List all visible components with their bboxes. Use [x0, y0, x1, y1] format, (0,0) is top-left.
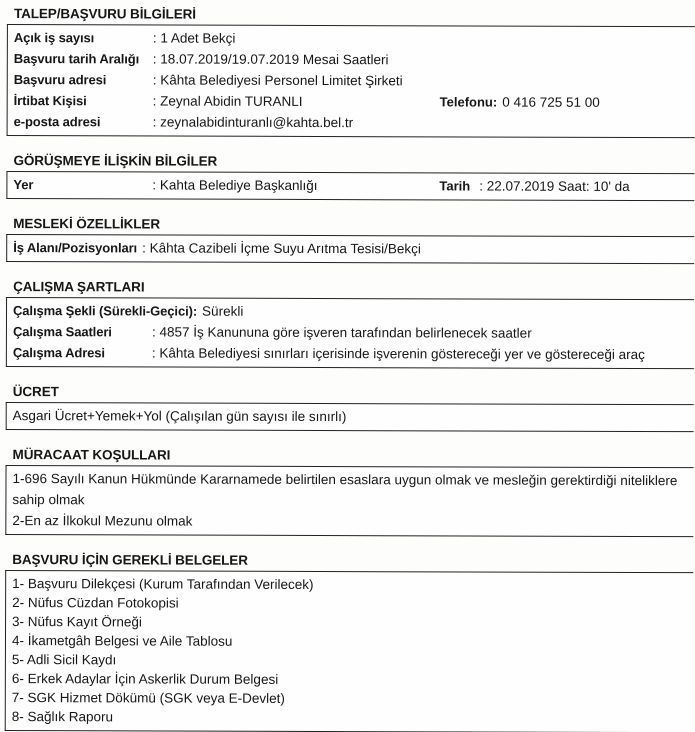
- talep-box: [7, 24, 695, 138]
- basvuru-tarih-label: Başvuru tarih Aralığı: [13, 51, 140, 67]
- belge-item-5: 5- Adli Sicil Kaydı: [11, 652, 117, 668]
- yer-label: Yer: [13, 177, 34, 193]
- is-alani-value: : Kâhta Cazibeli İçme Suyu Arıtma Tesisi/Bekçi: [142, 240, 421, 257]
- eposta-value: : zeynalabidinturanlı@kahta.bel.tr: [152, 114, 354, 131]
- section-belgeler: [0, 551, 693, 732]
- field-row-calisma-adresi: [13, 342, 686, 365]
- section-title-ucret: ÜCRET: [12, 384, 59, 400]
- gorusme-box: [6, 171, 694, 201]
- field-row-calisma-sekli: [13, 300, 686, 323]
- section-title-belgeler: BAŞVURU İÇİN GEREKLİ BELGELER: [12, 552, 248, 568]
- section-title-mesleki: MESLEKİ ÖZELLİKLER: [13, 216, 161, 232]
- section-title-gorusme: GÖRÜŞMEYE İLİŞKİN BİLGİLER: [13, 153, 218, 169]
- tarih-value: : 22.07.2019 Saat: 10' da: [479, 178, 630, 194]
- field-row-basvuru-tarih: [14, 48, 687, 71]
- field-row-acik-is-sayisi: [14, 27, 687, 50]
- is-alani-label: İş Alanı/Pozisyonları: [13, 240, 138, 256]
- telefon-field: [440, 91, 600, 113]
- basvuru-adresi-value: : Kâhta Belediyesi Personel Limitet Şirketi: [152, 72, 403, 89]
- section-muracaat: [0, 446, 694, 537]
- acik-is-sayisi-value: : 1 Adet Bekçi: [152, 30, 236, 46]
- mesleki-box: [6, 234, 694, 264]
- muracaat-item-1: 1-696 Sayılı Kanun Hükmünde Kararnamede belirtilen esaslara uygun olmak ve mesleğin gerektirdiği niteliklere sahip olmak: [12, 471, 678, 508]
- belge-item-6: 6- Erkek Adaylar İçin Askerlik Durum Belgesi: [11, 671, 279, 687]
- field-row-eposta: [14, 111, 687, 134]
- section-title-muracaat: MÜRACAAT KOŞULLARI: [12, 447, 171, 463]
- eposta-label: e-posta adresi: [13, 114, 101, 130]
- calisma-saatleri-label: Çalışma Saatleri: [12, 324, 112, 340]
- telefon-label: Telefonu:: [439, 94, 498, 110]
- field-row-basvuru-adresi: [14, 69, 687, 92]
- tarih-label: Tarih: [439, 178, 471, 194]
- basvuru-tarih-value: : 18.07.2019/19.07.2019 Mesai Saatleri: [152, 51, 389, 68]
- section-calisma: [0, 278, 694, 369]
- belge-item-4: 4- İkametgâh Belgesi ve Aile Tablosu: [11, 633, 233, 649]
- tarih-field: [439, 175, 629, 197]
- irtibat-kisisi-label: İrtibat Kişisi: [13, 93, 87, 109]
- ucret-text: Asgari Ücret+Yemek+Yol (Çalışılan gün sayısı ile sınırlı): [12, 408, 347, 425]
- muracaat-box: [5, 465, 693, 537]
- field-row-is-alani: [13, 237, 686, 260]
- belgeler-box: [5, 570, 694, 732]
- belge-item-2: 2- Nüfus Cüzdan Fotokopisi: [12, 595, 179, 611]
- irtibat-kisisi-value: : Zeynal Abidin TURANLI: [152, 93, 303, 109]
- section-talep-basvuru: [0, 5, 695, 138]
- calisma-adresi-label: Çalışma Adresi: [12, 345, 105, 361]
- calisma-adresi-value: : Kâhta Belediyesi sınırları içerisinde işverenin göstereceği yer ve göstereceği araç: [151, 345, 645, 363]
- section-title-talep: TALEP/BAŞVURU BİLGİLERİ: [13, 6, 196, 22]
- field-row-irtibat-kisisi: [14, 90, 687, 113]
- field-row-calisma-saatleri: [13, 321, 686, 344]
- section-mesleki: [0, 215, 694, 264]
- muracaat-item-2: 2-En az İlkokul Mezunu olmak: [12, 513, 193, 529]
- telefon-value: 0 416 725 51 00: [502, 94, 600, 110]
- ucret-box: [6, 402, 694, 432]
- basvuru-adresi-label: Başvuru adresi: [13, 72, 107, 88]
- yer-value: : Kahta Belediye Başkanlığı: [152, 177, 318, 193]
- section-gorusme: [0, 152, 695, 201]
- field-row-yer: [13, 174, 686, 197]
- section-ucret: [0, 383, 694, 432]
- belge-item-1: 1- Başvuru Dilekçesi (Kurum Tarafından Verilecek): [12, 576, 314, 592]
- calisma-box: [6, 297, 694, 369]
- belge-item-8: 8- Sağlık Raporu: [11, 709, 114, 725]
- calisma-sekli-label: Çalışma Şekli (Sürekli-Geçici):: [13, 303, 198, 319]
- belge-item-7: 7- SGK Hizmet Dökümü (SGK veya E-Devlet): [11, 690, 285, 706]
- calisma-sekli-value: Sürekli: [202, 303, 244, 319]
- calisma-saatleri-value: : 4857 İş Kanununa göre işveren tarafından belirlenecek saatler: [151, 324, 532, 341]
- belge-item-3: 3- Nüfus Kayıt Örneği: [12, 614, 142, 630]
- acik-is-sayisi-label: Açık iş sayısı: [13, 30, 95, 46]
- section-title-calisma: ÇALIŞMA ŞARTLARI: [13, 279, 145, 295]
